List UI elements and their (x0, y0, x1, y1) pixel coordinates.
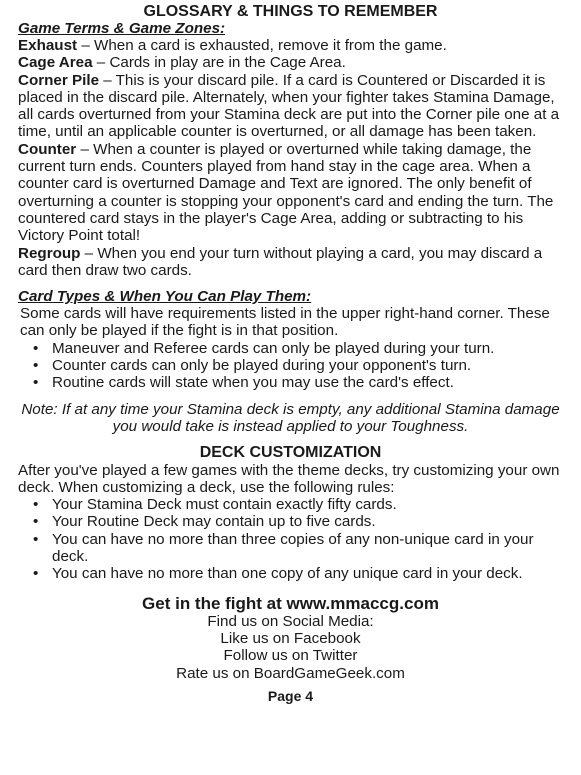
list-item-text: You can have no more than one copy of any unique card in your deck. (52, 565, 523, 583)
list-item (0, 531, 571, 566)
stamina-note: Note: If at any time your Stamina deck is empty, any additional Stamina damage you would take is instead applied to your Toughness. (21, 400, 560, 435)
list-item (0, 340, 571, 357)
list-item-text: Maneuver and Referee cards can only be played during your turn. (52, 339, 495, 357)
glossary-definition: – Cards in play are in the Cage Area. (92, 54, 346, 72)
glossary-entry-cage-area (18, 54, 569, 71)
list-item (0, 374, 571, 391)
game-terms-heading: Game Terms & Game Zones: (18, 20, 226, 37)
bullet-icon: • (33, 513, 39, 531)
facebook-line: Like us on Facebook (220, 629, 361, 647)
list-item-text: You can have no more than three copies of any non-unique card in your deck. (52, 530, 534, 566)
list-item-text: Your Routine Deck may contain up to five cards. (52, 513, 376, 531)
glossary-term: Cage Area (18, 54, 93, 72)
page-title: GLOSSARY & THINGS TO REMEMBER (143, 3, 438, 20)
list-item (0, 565, 571, 582)
bullet-icon: • (33, 339, 39, 357)
glossary-entry-corner-pile (18, 72, 569, 141)
glossary-term: Corner Pile (18, 71, 100, 89)
deck-rules-list (0, 496, 581, 582)
social-media-label: Find us on Social Media: (207, 612, 374, 630)
bullet-icon: • (33, 530, 39, 548)
deck-customization-heading: DECK CUSTOMIZATION (199, 444, 382, 462)
list-item-text: Routine cards will state when you may use the card's effect. (52, 374, 454, 392)
page-number: Page 4 (267, 687, 314, 704)
glossary-definition: – When a counter is played or overturned while taking damage, the current turn ends. Counters played from hand stay in the cage area. When a counter card is overturned Damage and Text are ignored. The only benefit of overturning a counter is stopping your opponent's card and ending the turn. The countered card stays in the player's Cage Area, adding or subtracting to his Victory Point total! (18, 140, 554, 245)
glossary-term: Regroup (18, 244, 81, 262)
bullet-icon: • (33, 496, 39, 514)
bullet-icon: • (33, 357, 39, 375)
list-item-text: Your Stamina Deck must contain exactly fifty cards. (52, 496, 397, 514)
glossary-term: Counter (18, 140, 77, 158)
list-item (0, 496, 571, 513)
bullet-icon: • (33, 565, 39, 583)
boardgamegeek-line: Rate us on BoardGameGeek.com (176, 664, 405, 682)
glossary-entry-counter (18, 141, 569, 245)
glossary-entry-regroup (18, 245, 569, 280)
bullet-icon: • (33, 374, 39, 392)
glossary-entry-exhaust (18, 37, 569, 54)
list-item (0, 513, 571, 530)
card-types-intro: Some cards will have requirements listed in the upper right-hand corner. These can only be played if the fight is in that position. (20, 305, 550, 340)
card-types-heading: Card Types & When You Can Play Them: (18, 288, 312, 306)
glossary-definition: – This is your discard pile. If a card is Countered or Discarded it is placed in the discard pile. Alternately, when your fighter takes Stamina Damage, all cards overturned from your Stamina deck are put into the Corner pile one at a time, until an applicable counter is overturned, or all damage has been taken. (18, 71, 560, 141)
website-headline: Get in the fight at www.mmaccg.com (142, 593, 439, 613)
glossary-definition: – When you end your turn without playing a card, you may discard a card then draw two cards. (18, 244, 543, 279)
card-types-list (0, 340, 581, 392)
deck-customization-intro: After you've played a few games with the theme decks, try customizing your own deck. When customizing a deck, use the following rules: (18, 461, 560, 496)
glossary-definition: – When a card is exhausted, remove it from the game. (77, 37, 447, 54)
glossary-term: Exhaust (18, 37, 78, 54)
rulebook-page (0, 3, 581, 775)
twitter-line: Follow us on Twitter (223, 647, 358, 665)
list-item-text: Counter cards can only be played during your opponent's turn. (52, 357, 472, 375)
list-item (0, 357, 571, 374)
